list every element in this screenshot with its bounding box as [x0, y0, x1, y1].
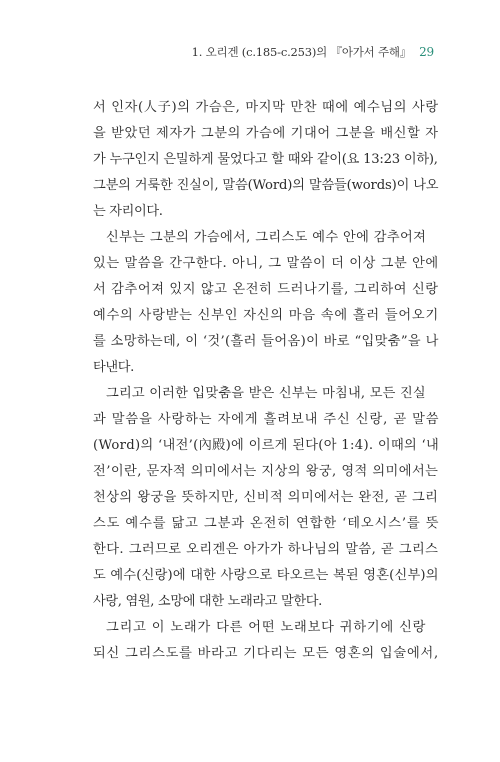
text-line: 예수의 사랑받는 신부인 자신의 마음 속에 흘러 들어오기 [93, 308, 439, 323]
text-line: 천상의 왕궁을 뜻하지만, 신비적 의미에서는 완전, 곧 그리 [93, 490, 439, 505]
running-header-title: 1. 오리겐 (c.185-c.253)의 『아가서 주해』 [191, 45, 412, 59]
body-text [93, 95, 438, 667]
text-line: 사랑, 염원, 소망에 대한 노래라고 말한다. [93, 594, 322, 609]
page-number: 29 [419, 45, 434, 59]
text-line: 있는 말씀을 간구한다. 아니, 그 말씀이 더 이상 그분 안에 [93, 256, 439, 271]
text-line: 그리고 이러한 입맞춤을 받은 신부는 마침내, 모든 진실 [106, 386, 426, 401]
text-line: 도 예수(신랑)에 대한 사랑으로 타오르는 복된 영혼(신부)의 [93, 568, 439, 583]
text-line: (Word)의 ‘내전’(內殿)에 이르게 된다(아 1:4). 이때의 ‘내 [93, 438, 440, 453]
running-header [192, 44, 434, 60]
text-line: 를 소망하는데, 이 ‘것’(흘러 들어옴)이 바로 “입맞춤”을 나 [93, 334, 439, 349]
text-line: 스도 예수를 닮고 그분과 온전히 연합한 ‘테오시스’를 뜻 [93, 516, 440, 531]
text-line: 서 감추어져 있지 않고 온전히 드러나기를, 그리하여 신랑 [93, 282, 439, 297]
text-line: 서 인자(人子)의 가슴은, 마지막 만찬 때에 예수님의 사랑 [93, 100, 439, 115]
text-line: 그리고 이 노래가 다른 어떤 노래보다 귀하기에 신랑 [106, 620, 427, 635]
text-line: 가 누구인지 은밀하게 물었다고 할 때와 같이(요 13:23 이하), [93, 152, 438, 167]
text-line: 을 받았던 제자가 그분의 가슴에 기대어 그분을 배신할 자 [93, 126, 439, 141]
text-line: 신부는 그분의 가슴에서, 그리스도 예수 안에 감추어져 [106, 230, 427, 245]
text-line: 타낸다. [93, 360, 135, 375]
text-line: 그분의 거룩한 진실이, 말씀(Word)의 말씀들(words)이 나오 [93, 178, 439, 193]
text-line: 전’이란, 문자적 의미에서는 지상의 왕궁, 영적 의미에서는 [93, 464, 439, 479]
text-line: 과 말씀을 사랑하는 자에게 흘려보내 주신 신랑, 곧 말씀 [93, 412, 440, 427]
text-line: 는 자리이다. [93, 204, 163, 219]
text-line: 한다. 그러므로 오리겐은 아가가 하나님의 말씀, 곧 그리스 [93, 542, 439, 557]
text-line: 되신 그리스도를 바라고 기다리는 모든 영혼의 입술에서, [93, 646, 439, 661]
